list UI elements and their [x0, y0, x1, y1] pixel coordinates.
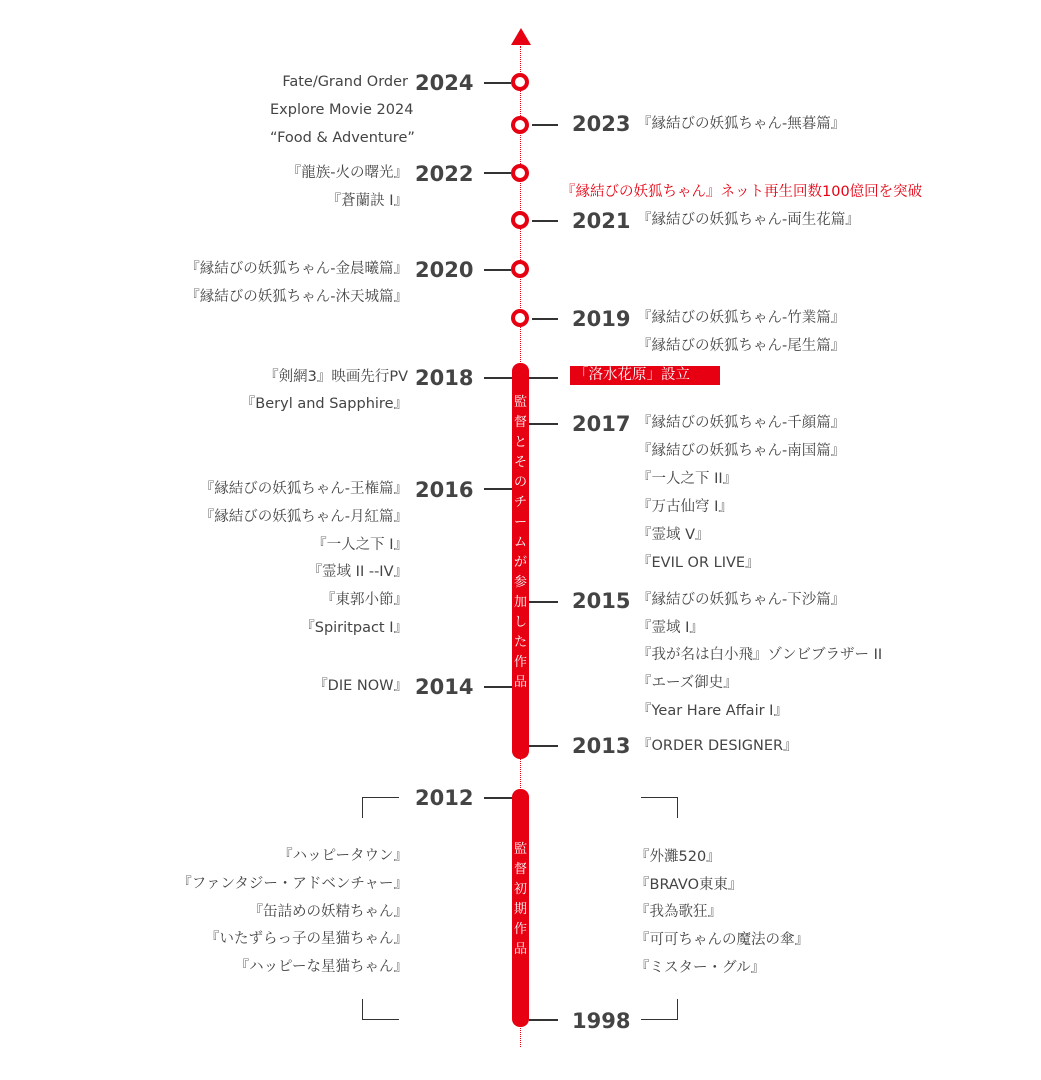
tick-2016 [484, 488, 512, 490]
early-left-work-3: 『缶詰めの妖精ちゃん』 [248, 904, 408, 920]
milestone-2021: 『縁結びの妖狐ちゃん』ネット再生回数100億回を突破 [561, 184, 923, 200]
work-2020-1: 『縁結びの妖狐ちゃん-金晨曦篇』 [185, 261, 408, 277]
work-2016-6: 『Spiritpact I』 [300, 620, 408, 636]
work-2013-1: 『ORDER DESIGNER』 [637, 738, 798, 754]
year-2018: 2018 [415, 366, 474, 390]
year-2021: 2021 [572, 209, 631, 233]
tick-2018-right [529, 377, 558, 379]
tick-2020 [484, 269, 511, 271]
timeline-arrow-icon [511, 28, 531, 45]
work-2017-5: 『霊域 V』 [637, 527, 710, 543]
early-works-label: 監督初期作品 [513, 842, 527, 957]
early-left-work-5: 『ハッピーな星猫ちゃん』 [234, 959, 408, 975]
work-2017-6: 『EVIL OR LIVE』 [637, 555, 760, 571]
work-2019-1: 『縁結びの妖狐ちゃん-竹業篇』 [637, 310, 846, 326]
early-left-work-1: 『ハッピータウン』 [278, 848, 408, 864]
work-2015-4: 『エーズ御史』 [637, 675, 738, 691]
early-right-work-5: 『ミスター・グル』 [635, 960, 766, 976]
work-2019-2: 『縁結びの妖狐ちゃん-尾生篇』 [637, 338, 846, 354]
work-2016-3: 『一人之下 I』 [312, 537, 408, 553]
year-2014: 2014 [415, 675, 474, 699]
tick-2012 [484, 797, 512, 799]
work-2015-2: 『霊域 Ⅰ』 [637, 620, 704, 636]
work-2018-1: 『剣網3』映画先行PV [264, 369, 408, 385]
work-2017-3: 『一人之下 II』 [637, 471, 738, 487]
bracket-right-bottom [641, 999, 678, 1020]
timeline-dot-2021 [511, 211, 529, 229]
year-2020: 2020 [415, 258, 474, 282]
work-2015-3: 『我が名は白小飛』ゾンビブラザー II [637, 647, 883, 663]
bracket-right-top [641, 797, 678, 818]
team-works-label: 監督とそのチームが参加した作品 [513, 395, 527, 690]
timeline-dot-2024 [511, 73, 529, 91]
year-1998: 1998 [572, 1009, 631, 1033]
founding-badge-2018: 「洛水花原」設立 [570, 366, 720, 385]
tick-2022 [484, 172, 511, 174]
work-2024-3: “Food & Adventure” [270, 130, 415, 146]
timeline-dot-2020 [511, 260, 529, 278]
work-2014-1: 『DIE NOW』 [313, 678, 408, 694]
year-2022: 2022 [415, 162, 474, 186]
work-2016-5: 『東郭小節』 [321, 592, 408, 608]
tick-2023 [532, 124, 558, 126]
tick-2021 [532, 220, 558, 222]
tick-1998 [529, 1019, 558, 1021]
year-2024: 2024 [415, 71, 474, 95]
work-2022-2: 『蒼蘭訣 Ⅰ』 [326, 193, 408, 209]
year-2012: 2012 [415, 786, 474, 810]
work-2017-2: 『縁結びの妖狐ちゃん-南国篇』 [637, 443, 846, 459]
work-2020-2: 『縁結びの妖狐ちゃん-沐天城篇』 [185, 289, 408, 305]
timeline-axis-bottom [520, 1025, 521, 1047]
early-left-work-2: 『ファンタジー・アドベンチャー』 [177, 876, 408, 892]
year-2013: 2013 [572, 734, 631, 758]
tick-2018-left [484, 377, 512, 379]
work-2024-1: Fate/Grand Order [282, 74, 408, 90]
year-2016: 2016 [415, 478, 474, 502]
work-2022-1: 『龍族‐火の曙光』 [286, 165, 408, 181]
work-2016-4: 『霊域 II --IV』 [307, 564, 408, 580]
bracket-left-top [362, 797, 399, 818]
work-2023-1: 『縁結びの妖狐ちゃん-無暮篇』 [637, 116, 846, 132]
tick-2024 [484, 82, 511, 84]
early-right-work-2: 『BRAVO東東』 [635, 877, 743, 893]
year-2015: 2015 [572, 589, 631, 613]
early-right-work-3: 『我為歌狂』 [635, 904, 722, 920]
early-right-work-1: 『外灘520』 [635, 849, 721, 865]
timeline-dot-2023 [511, 116, 529, 134]
tick-2015 [529, 601, 558, 603]
work-2017-4: 『万古仙穹 I』 [637, 499, 733, 515]
work-2017-1: 『縁結びの妖狐ちゃん-千顔篇』 [637, 415, 846, 431]
work-2015-5: 『Year Hare Affair Ⅰ』 [637, 703, 788, 719]
year-2017: 2017 [572, 412, 631, 436]
year-2019: 2019 [572, 307, 631, 331]
tick-2014 [484, 686, 512, 688]
work-2024-2: Explore Movie 2024 [270, 102, 414, 118]
work-2015-1: 『縁結びの妖狐ちゃん-下沙篇』 [637, 592, 846, 608]
year-2023: 2023 [572, 112, 631, 136]
timeline-axis-gap [520, 758, 521, 790]
timeline-dot-2019 [511, 309, 529, 327]
work-2016-1: 『縁結びの妖狐ちゃん-王権篇』 [199, 481, 408, 497]
bracket-left-bottom [362, 999, 399, 1020]
timeline-dot-2022 [511, 164, 529, 182]
tick-2013 [529, 745, 558, 747]
tick-2017 [529, 423, 558, 425]
tick-2019 [532, 318, 558, 320]
work-2018-2: 『Beryl and Sapphire』 [240, 396, 408, 412]
early-right-work-4: 『可可ちゃんの魔法の傘』 [635, 932, 809, 948]
work-2016-2: 『縁結びの妖狐ちゃん-月紅篇』 [199, 509, 408, 525]
early-left-work-4: 『いたずらっ子の星猫ちゃん』 [205, 931, 408, 947]
work-2021-1: 『縁結びの妖狐ちゃん-両生花篇』 [637, 212, 860, 228]
